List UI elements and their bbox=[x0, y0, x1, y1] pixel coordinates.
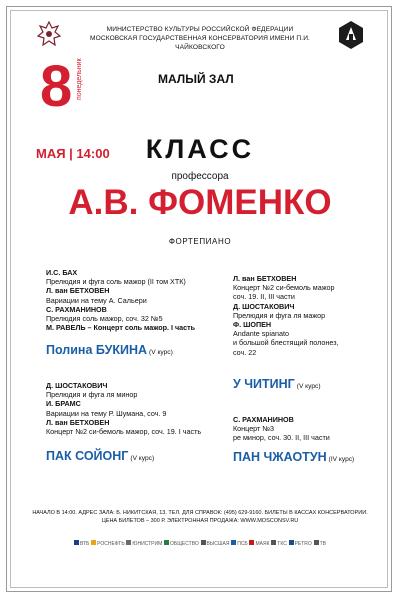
conservatory-logo-icon bbox=[338, 20, 364, 50]
ministry-emblem-icon bbox=[36, 20, 62, 50]
frame-corner bbox=[378, 6, 392, 20]
frame-corner bbox=[6, 578, 20, 592]
sponsor-label: ТКС bbox=[277, 541, 287, 547]
program-line: и большой блестящий полонез, bbox=[233, 338, 339, 348]
student-year: (V курс) bbox=[296, 383, 321, 390]
sponsor-logo bbox=[249, 540, 269, 547]
program-line: ре минор, соч. 30. II, III части bbox=[233, 433, 330, 443]
sponsor-mark-icon bbox=[164, 540, 169, 545]
sponsor-strip bbox=[74, 540, 326, 547]
sponsor-mark-icon bbox=[231, 540, 236, 545]
ministry-name: МИНИСТЕРСТВО КУЛЬТУРЫ РОССИЙСКОЙ ФЕДЕРАЦИИ bbox=[106, 26, 294, 33]
student-name: Полина БУКИНА bbox=[46, 343, 148, 357]
program-line: Л. ван БЕТХОВЕН bbox=[46, 286, 110, 296]
program-line: Прелюдия и фуга ля минор bbox=[46, 390, 138, 400]
sponsor-mark-icon bbox=[74, 540, 79, 545]
sponsor-mark-icon bbox=[289, 540, 294, 545]
event-day: 8 bbox=[40, 54, 73, 119]
sponsor-logo bbox=[126, 540, 162, 547]
student-name: У ЧИТИНГ bbox=[233, 377, 295, 391]
program-line: Д. ШОСТАКОВИЧ bbox=[233, 301, 295, 311]
sponsor-label: ПСБ bbox=[237, 541, 248, 547]
program-line: Прелюдия соль мажор, соч. 32 №5 bbox=[46, 314, 163, 324]
student bbox=[233, 448, 354, 466]
program-line: Вариации на тему А. Сальери bbox=[46, 295, 147, 305]
program-line: Концерт №3 bbox=[233, 424, 275, 434]
sponsor-label: МАЯК bbox=[255, 541, 270, 547]
sponsor-logo bbox=[201, 540, 230, 547]
class-title: КЛАСС bbox=[145, 134, 255, 164]
sponsor-label: ТВ bbox=[319, 541, 326, 547]
sponsor-label: PETRO bbox=[294, 541, 312, 547]
sponsor-logo bbox=[314, 540, 326, 547]
sponsor-label: ОБЩЕСТВО bbox=[170, 541, 199, 547]
program-block bbox=[233, 415, 383, 443]
program-line: С. РАХМАНИНОВ bbox=[46, 304, 107, 314]
student bbox=[46, 447, 154, 465]
program-line: Вариации на тему Р. Шумана, соч. 9 bbox=[46, 408, 167, 418]
program-line: Andante spianato bbox=[233, 329, 289, 339]
program-line: Д. ШОСТАКОВИЧ bbox=[46, 381, 108, 390]
event-weekday: понедельник bbox=[76, 58, 83, 100]
footer-info: НАЧАЛО В 14:00. АДРЕС ЗАЛА: Б. НИКИТСКАЯ, 13. ТЕЛ. ДЛЯ СПРАВОК: (495) 629-9160. БИЛЕТЫ В КАССАХ КОНСЕРВАТОРИИ. bbox=[32, 510, 368, 516]
program-line: Прелюдия и фуга ля мажор bbox=[233, 310, 326, 320]
sponsor-label: ЮНИСТРИМ bbox=[132, 541, 163, 547]
footer-tickets: ЦЕНА БИЛЕТОВ – 300 Р. ЭЛЕКТРОННАЯ ПРОДАЖА: WWW.MOSCONSV.RU bbox=[101, 518, 299, 524]
sponsor-mark-icon bbox=[201, 540, 206, 545]
professor-label: профессора bbox=[171, 171, 229, 182]
program-line: Л. ван БЕТХОВЕН bbox=[233, 274, 297, 283]
student bbox=[233, 375, 321, 393]
student-name: ПАН ЧЖАОТУН bbox=[233, 450, 327, 464]
instrument: ФОРТЕПИАНО bbox=[168, 237, 232, 246]
program-line: С. РАХМАНИНОВ bbox=[233, 415, 294, 424]
sponsor-label: ВТБ bbox=[80, 541, 90, 547]
program-block bbox=[46, 381, 236, 436]
sponsor-mark-icon bbox=[91, 540, 96, 545]
sponsor-logo bbox=[231, 540, 248, 547]
program-line: И.С. БАХ bbox=[46, 268, 78, 277]
sponsor-mark-icon bbox=[249, 540, 254, 545]
sponsor-logo bbox=[289, 540, 312, 547]
student-year: (V курс) bbox=[130, 455, 155, 462]
sponsor-logo bbox=[91, 540, 125, 547]
program-line: соч. 19. II, III части bbox=[233, 292, 295, 302]
program-line: Концерт №2 си-бемоль мажор, соч. 19. I часть bbox=[46, 427, 202, 437]
program-block bbox=[233, 274, 383, 357]
sponsor-label: РОСНЕФТЬ bbox=[97, 541, 125, 547]
student bbox=[46, 341, 173, 359]
student-year: (IV курс) bbox=[328, 456, 355, 463]
sponsor-mark-icon bbox=[314, 540, 319, 545]
student-year: (V курс) bbox=[149, 349, 173, 356]
sponsor-logo bbox=[74, 540, 89, 547]
hall-name: МАЛЫЙ ЗАЛ bbox=[158, 72, 234, 86]
professor-name: А.В. ФОМЕНКО bbox=[68, 183, 332, 222]
program-block bbox=[46, 268, 236, 332]
program-line: соч. 22 bbox=[233, 347, 257, 357]
sponsor-mark-icon bbox=[126, 540, 131, 545]
frame-corner bbox=[378, 578, 392, 592]
event-month-time: МАЯ | 14:00 bbox=[36, 146, 110, 161]
program-line: Л. ван БЕТХОВЕН bbox=[46, 417, 110, 427]
sponsor-mark-icon bbox=[271, 540, 276, 545]
program-line: Прелюдия и фуга соль мажор (II том ХТК) bbox=[46, 277, 186, 287]
program-line: И. БРАМС bbox=[46, 399, 81, 409]
sponsor-logo bbox=[271, 540, 287, 547]
conservatory-name: МОСКОВСКАЯ ГОСУДАРСТВЕННАЯ КОНСЕРВАТОРИЯ ИМЕНИ П.И. ЧАЙКОВСКОГО bbox=[90, 35, 310, 51]
frame-corner bbox=[6, 6, 20, 20]
student-name: ПАК СОЙОНГ bbox=[46, 449, 129, 463]
program-line: М. РАВЕЛЬ – Концерт соль мажор. I часть bbox=[46, 323, 196, 333]
sponsor-label: ВЫСШАЯ bbox=[206, 541, 230, 547]
program-line: Ф. ШОПЕН bbox=[233, 320, 272, 330]
sponsor-logo bbox=[164, 540, 199, 547]
program-line: Концерт №2 си-бемоль мажор bbox=[233, 283, 335, 293]
